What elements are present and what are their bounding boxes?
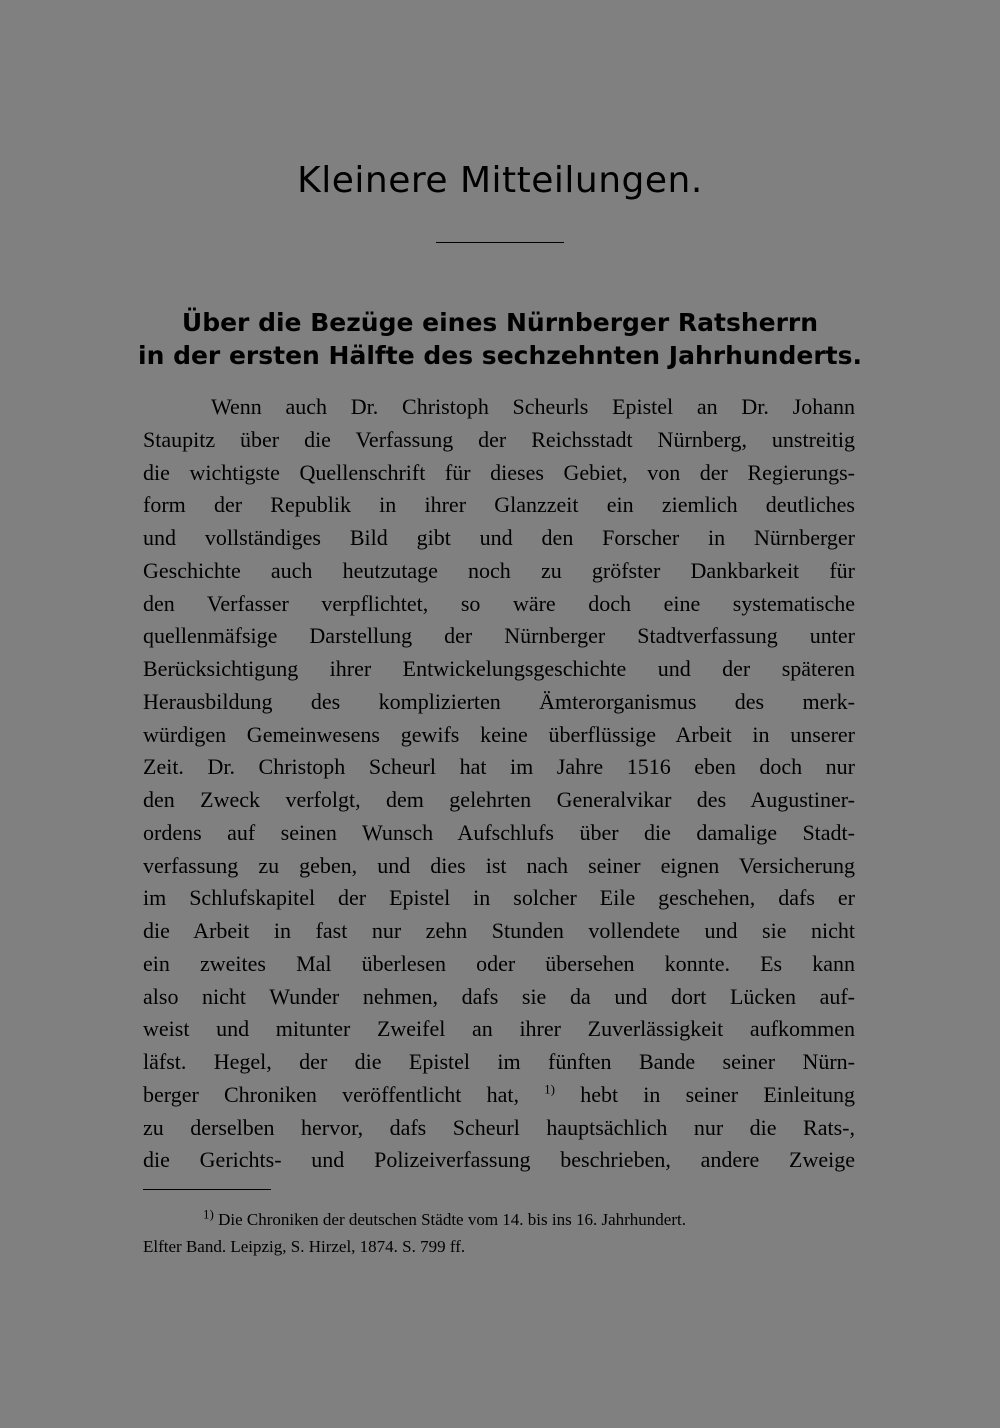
body-line: weist und mitunter Zweifel an ihrer Zuverlässigkeit aufkommen xyxy=(143,1016,855,1042)
body-line: läfst. Hegel, der die Epistel im fünften Bande seiner Nürn- xyxy=(143,1049,855,1074)
body-line: Wenn auch Dr. Christoph Scheurls Epistel an Dr. Johann xyxy=(211,394,855,419)
body-line: Geschichte auch heutzutage noch zu gröfster Dankbarkeit für xyxy=(143,557,855,583)
section-heading: Kleinere Mitteilungen. xyxy=(297,160,703,201)
body-line: ein zweites Mal überlesen oder übersehen konnte. Es kann xyxy=(143,950,855,976)
footnote-divider xyxy=(143,1189,271,1190)
body-line: und vollständiges Bild gibt und den Forscher in Nürnberger xyxy=(143,525,855,550)
body-line: die Gerichts- und Polizeiverfassung beschrieben, andere Zweige xyxy=(143,1147,855,1173)
body-line: Zeit. Dr. Christoph Scheurl hat im Jahre 1516 eben doch nur xyxy=(143,754,855,780)
footnote-text: Die Chroniken der deutschen Städte vom 14. bis ins 16. Jahrhundert. xyxy=(213,1210,686,1229)
body-line-part: hebt in seiner Einleitung xyxy=(555,1081,855,1107)
body-line-part: berger Chroniken veröffentlicht hat, xyxy=(143,1081,519,1107)
footnote-line-2: Elfter Band. Leipzig, S. Hirzel, 1874. S. 799 ff. xyxy=(143,1237,466,1256)
body-line: also nicht Wunder nehmen, dafs sie da und dort Lücken auf- xyxy=(143,983,855,1009)
body-line: form der Republik in ihrer Glanzzeit ein ziemlich deutliches xyxy=(143,492,855,518)
body-line: quellenmäfsige Darstellung der Nürnberger Stadtverfassung unter xyxy=(143,623,855,649)
body-line: Berücksichtigung ihrer Entwickelungsgeschichte und der späteren xyxy=(143,656,855,681)
body-line: im Schlufskapitel der Epistel in solcher Eile geschehen, dafs er xyxy=(143,885,855,911)
body-line: Herausbildung des komplizierten Ämterorganismus des merk- xyxy=(143,688,855,714)
body-line: die wichtigste Quellenschrift für dieses Gebiet, von der Regierungs- xyxy=(143,459,855,485)
body-line: die Arbeit in fast nur zehn Stunden vollendete und sie nicht xyxy=(143,918,855,943)
body-line: zu derselben hervor, dafs Scheurl hauptsächlich nur die Rats-, xyxy=(143,1114,855,1140)
body-line: würdigen Gemeinwesens gewifs keine überflüssige Arbeit in unserer xyxy=(143,721,855,747)
footnote-line-1 xyxy=(203,1206,855,1233)
article-title-line-1: Über die Bezüge eines Nürnberger Ratsherrn xyxy=(181,308,819,337)
body-text xyxy=(143,391,855,1177)
footnote xyxy=(143,1206,855,1260)
footnote-marker: 1) xyxy=(203,1206,214,1222)
body-line-with-footnote-ref xyxy=(143,1079,855,1112)
body-line: ordens auf seinen Wunsch Aufschlufs über die damalige Stadt- xyxy=(143,819,855,845)
body-line: den Verfasser verpflichtet, so wäre doch eine systematische xyxy=(143,590,855,616)
body-line: Staupitz über die Verfassung der Reichsstadt Nürnberg, unstreitig xyxy=(143,426,855,452)
article-title-line-2: in der ersten Hälfte des sechzehnten Jahrhunderts. xyxy=(138,341,862,370)
title-divider xyxy=(436,242,564,243)
body-line: verfassung zu geben, und dies ist nach seiner eignen Versicherung xyxy=(143,852,855,878)
body-line: den Zweck verfolgt, dem gelehrten Generalvikar des Augustiner- xyxy=(143,787,855,812)
footnote-reference[interactable]: 1) xyxy=(544,1081,556,1097)
article-title xyxy=(0,306,1000,372)
